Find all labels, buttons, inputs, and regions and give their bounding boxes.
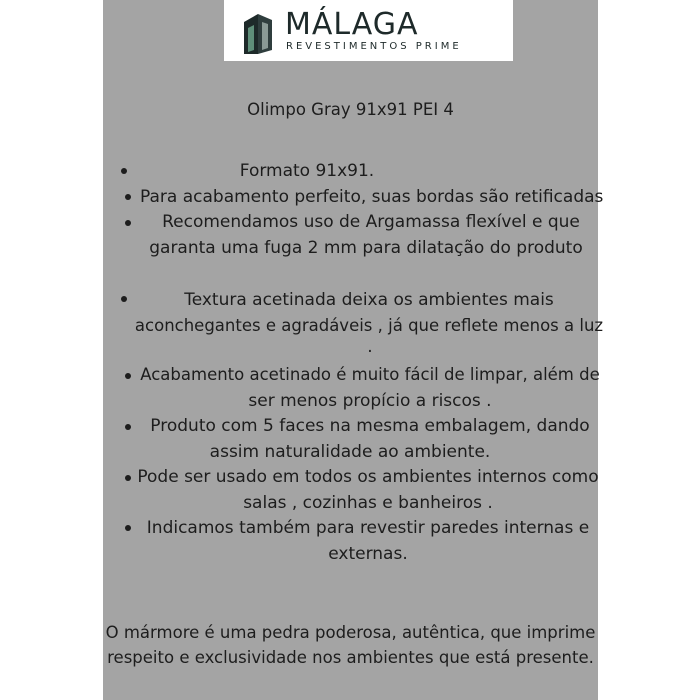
closing-paragraph-line: O mármore é uma pedra poderosa, autêntica, que imprime (105, 623, 596, 642)
list-item: aconchegantes e agradáveis , já que reflete menos a luz (134, 316, 604, 335)
list-item: externas. (328, 544, 408, 564)
list-item: Indicamos também para revestir paredes internas e (146, 518, 590, 538)
brand-logo (224, 0, 513, 61)
brand-name: MÁLAGA (285, 7, 419, 42)
list-item: Acabamento acetinado é muito fácil de limpar, além de (140, 365, 600, 384)
brand-tagline: REVESTIMENTOS PRIME (286, 41, 462, 52)
bullet-dot (125, 475, 131, 481)
building-logo-icon (242, 10, 276, 56)
list-item: Recomendamos uso de Argamassa flexível e que (162, 212, 580, 232)
product-title: Olimpo Gray 91x91 PEI 4 (247, 100, 454, 119)
bullet-dot (121, 168, 127, 174)
list-item: Formato 91x91. (239, 161, 375, 181)
bullet-dot (125, 194, 131, 200)
bullet-dot (121, 296, 127, 302)
list-item: Pode ser usado em todos os ambientes internos como (137, 467, 599, 487)
list-item: garanta uma fuga 2 mm para dilatação do produto (149, 238, 583, 258)
bullet-dot (125, 373, 131, 379)
list-item: . (367, 337, 373, 357)
bullet-dot (125, 220, 131, 226)
list-item: salas , cozinhas e banheiros . (243, 493, 493, 513)
list-item: Produto com 5 faces na mesma embalagem, dando (150, 416, 590, 436)
list-item: Textura acetinada deixa os ambientes mais (184, 290, 554, 310)
list-item: ser menos propício a riscos . (248, 391, 492, 411)
closing-paragraph-line: respeito e exclusividade nos ambientes que está presente. (107, 648, 594, 667)
list-item: Para acabamento perfeito, suas bordas são retificadas (140, 187, 604, 207)
list-item: assim naturalidade ao ambiente. (209, 442, 491, 462)
bullet-dot (125, 525, 131, 531)
